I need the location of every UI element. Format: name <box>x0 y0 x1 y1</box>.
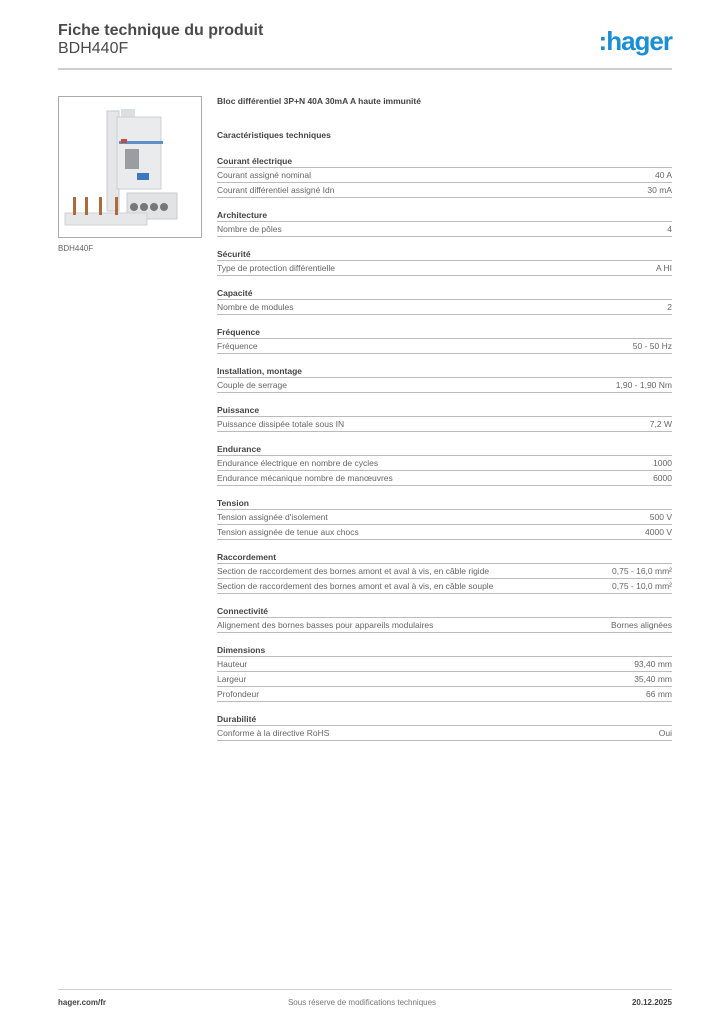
spec-value: 66 mm <box>646 689 672 699</box>
spec-group <box>217 404 672 432</box>
product-reference: BDH440F <box>58 40 129 57</box>
spec-group <box>217 605 672 633</box>
spec-row <box>217 417 672 432</box>
spec-group-title: Fréquence <box>217 326 672 339</box>
spec-row <box>217 657 672 672</box>
spec-value: 4000 V <box>645 527 672 537</box>
spec-row <box>217 726 672 741</box>
hager-logo: :hager <box>598 26 672 56</box>
section-title: Caractéristiques techniques <box>217 130 331 140</box>
spec-value: Bornes alignées <box>611 620 672 630</box>
page-title: Fiche technique du produit <box>58 22 264 39</box>
footer-website-link[interactable]: hager.com/fr <box>58 998 107 1007</box>
spec-group-title: Capacité <box>217 287 672 300</box>
spec-label: Nombre de pôles <box>217 224 282 234</box>
spec-row <box>217 471 672 486</box>
spec-value: 93,40 mm <box>634 659 672 669</box>
spec-row <box>217 687 672 702</box>
product-name: Bloc différentiel 3P+N 40A 30mA A haute immunité <box>217 96 421 106</box>
spec-group-title: Puissance <box>217 404 672 417</box>
spec-group-title: Architecture <box>217 209 672 222</box>
spec-group-title: Dimensions <box>217 644 672 657</box>
footer-date: 20.12.2025 <box>631 998 672 1007</box>
spec-group <box>217 644 672 702</box>
spec-group <box>217 497 672 540</box>
spec-row <box>217 525 672 540</box>
spec-group <box>217 713 672 741</box>
header-divider <box>58 68 672 70</box>
spec-row <box>217 510 672 525</box>
spec-label: Nombre de modules <box>217 302 294 312</box>
spec-value: 6000 <box>653 473 672 483</box>
spec-value: 2 <box>667 302 672 312</box>
spec-value: A HI <box>655 263 672 273</box>
spec-group-title: Durabilité <box>217 713 672 726</box>
spec-value: 35,40 mm <box>634 674 672 684</box>
spec-group-title: Raccordement <box>217 551 672 564</box>
spec-group <box>217 326 672 354</box>
spec-label: Conforme à la directive RoHS <box>217 728 330 738</box>
spec-value: 0,75 - 10,0 mm² <box>612 581 672 591</box>
image-caption: BDH440F <box>58 244 94 253</box>
spec-group-title: Courant électrique <box>217 155 672 168</box>
spec-group <box>217 209 672 237</box>
spec-label: Alignement des bornes basses pour appareils modulaires <box>217 620 434 630</box>
spec-label: Hauteur <box>217 659 248 669</box>
spec-content <box>217 96 672 752</box>
spec-value: 40 A <box>654 170 672 180</box>
spec-row <box>217 183 672 198</box>
spec-group-title: Connectivité <box>217 605 672 618</box>
spec-label: Largeur <box>217 674 247 684</box>
spec-row <box>217 456 672 471</box>
spec-value: 4 <box>667 224 672 234</box>
spec-group <box>217 155 672 198</box>
spec-label: Courant différentiel assigné Idn <box>217 185 335 195</box>
spec-group <box>217 443 672 486</box>
spec-label: Type de protection différentielle <box>217 263 335 273</box>
spec-groups <box>217 155 672 741</box>
spec-label: Profondeur <box>217 689 260 699</box>
product-image <box>58 96 202 238</box>
spec-row <box>217 672 672 687</box>
spec-row <box>217 300 672 315</box>
spec-group <box>217 287 672 315</box>
spec-row <box>217 261 672 276</box>
spec-value: 500 V <box>649 512 672 522</box>
spec-group <box>217 248 672 276</box>
spec-label: Courant assigné nominal <box>217 170 312 180</box>
spec-label: Tension assignée d'isolement <box>217 512 328 522</box>
spec-group-title: Sécurité <box>217 248 672 261</box>
spec-label: Tension assignée de tenue aux chocs <box>217 527 359 537</box>
footer-disclaimer: Sous réserve de modifications techniques <box>287 998 437 1007</box>
spec-row <box>217 579 672 594</box>
spec-value: 7,2 W <box>649 419 672 429</box>
spec-label: Fréquence <box>217 341 258 351</box>
spec-value: 1,90 - 1,90 Nm <box>615 380 672 390</box>
spec-label: Couple de serrage <box>217 380 287 390</box>
spec-group-title: Tension <box>217 497 672 510</box>
spec-row <box>217 222 672 237</box>
spec-label: Puissance dissipée totale sous IN <box>217 419 345 429</box>
spec-value: Oui <box>658 728 672 738</box>
spec-value: 30 mA <box>647 185 672 195</box>
spec-row <box>217 564 672 579</box>
spec-row <box>217 378 672 393</box>
spec-label: Section de raccordement des bornes amont et aval à vis, en câble souple <box>217 581 494 591</box>
spec-row <box>217 168 672 183</box>
spec-row <box>217 618 672 633</box>
spec-group-title: Endurance <box>217 443 672 456</box>
spec-group <box>217 551 672 594</box>
spec-value: 1000 <box>653 458 672 468</box>
footer-divider <box>58 989 672 990</box>
spec-group <box>217 365 672 393</box>
product-illustration-icon <box>59 97 201 237</box>
spec-value: 50 - 50 Hz <box>632 341 672 351</box>
spec-label: Endurance mécanique nombre de manœuvres <box>217 473 393 483</box>
spec-group-title: Installation, montage <box>217 365 672 378</box>
spec-row <box>217 339 672 354</box>
spec-value: 0,75 - 16,0 mm² <box>612 566 672 576</box>
spec-label: Endurance électrique en nombre de cycles <box>217 458 379 468</box>
spec-label: Section de raccordement des bornes amont et aval à vis, en câble rigide <box>217 566 490 576</box>
